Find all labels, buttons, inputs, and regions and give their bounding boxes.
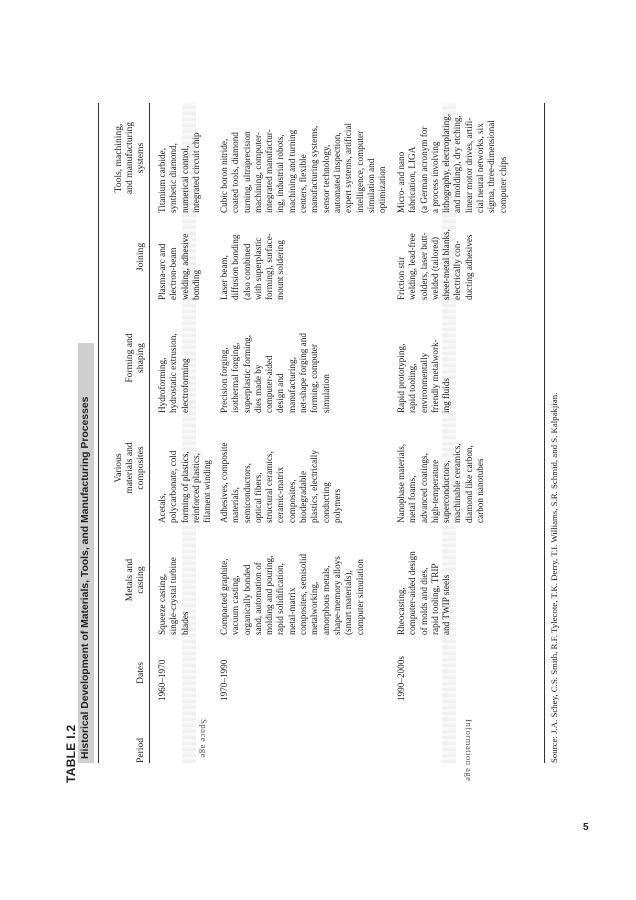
header-dates: Dates [135,662,146,684]
table-number: TABLE I.2 [64,724,78,783]
header-joining: Joining [135,242,146,272]
row3-forming: Rapid prototyping, rapid tooling, environmentally friendly metalwork- ing fluids [396,339,452,413]
row2-joining: Laser beam, diffusion bonding (also combined with superplastic forming), surface- mount soldering [219,233,286,300]
row1-various: Acetals, polycarbonate, cold forming of plastics, reinforced plastics, filament winding [157,450,213,523]
table-title: Historical Development of Materials, Tools, and Manufacturing Processes [78,343,94,763]
row2-dates: 1970–1990 [219,659,229,701]
row1-dates: 1960–1970 [157,659,167,701]
era-information-age: Information age [464,719,474,782]
row2-various: Adhesives, composite materials, semiconductors, optical fibers, structural ceramics, ceramic-matrix composites, biodegradable plastics, electrically conducting polymers [219,442,342,523]
header-various: Various materials and composites [113,442,146,494]
rotated-table [64,103,562,785]
row3-joining: Friction stir welding, lead-free solders, laser butt- welded (tailored) sheet-metal blanks, electrically con- ducting adhesives [396,229,474,300]
header-tools: Tools, machining, and manufacturing systems [113,121,146,195]
row3-tools: Micro- and nano fabrication, LIGA (a German acronym for a process involving lithography, electroplating, and molding), dry etching, linear motor drives, artifi- cial neural networks, six sigma, three-dimensional computer chips [396,113,508,213]
bottom-rule [544,103,545,763]
row2-metals: Compacted graphite, vacuum casting, organically bonded sand, automation of molding and pouring, rapid solidification, metal-matrix composites, semisolid metalworking, amorphous metals, shape-memory alloys (smart materials), computer simulation [219,553,365,635]
row2-forming: Precision forging, isothermal forging, superplastic forming, dies made by computer-aided design and manufacturing, net-shape forging and forming, computer simulation [219,333,331,413]
header-metals: Metals and casting [124,558,146,602]
header-forming: Forming and shaping [124,333,146,383]
header-rule [149,103,150,763]
row1-joining: Plasma-arc and electron-beam welding, adhesive bonding [157,233,201,300]
era-space-age: Space age [199,719,209,759]
top-rule [98,103,99,763]
header-period: Period [135,737,146,763]
source-note: Source: J.A. Schey, C.S. Smith, R.F. Tylecote, T.K. Derry, T.I. Williams, S.R. Schmid, and S. Kalpakjian. [549,392,559,763]
page-number: 5 [583,822,589,833]
row3-dates: 1990–2000s [396,656,406,701]
row3-metals: Rheocasting, computer-aided design of molds and dies, rapid tooling, TRIP and TWIP steels [396,551,452,635]
row1-metals: Squeeze casting, single-crystal turbine blades [157,557,190,635]
row1-tools: Titanium carbide, synthetic diamond, numerical control, integrated circuit chip [157,132,201,213]
row3-various: Nanophase materials, metal foams, advanced coatings, high-temperature superconductors, machinable ceramics, diamond like carbon, carbon nanotubes [396,443,486,523]
row2-tools: Cubic boron nitride, coated tools, diamond turning, ultraprecision machining, computer- integrated manufactur- ing, industrial robots, machining and turning centers, flexible manufacturing systems, sensor technology, automated inspection, expert systems, artificial intelligence, computer simulation and optimization [219,122,388,213]
row1-forming: Hydroforming, hydrostatic extrusion, electroforming [157,333,190,413]
